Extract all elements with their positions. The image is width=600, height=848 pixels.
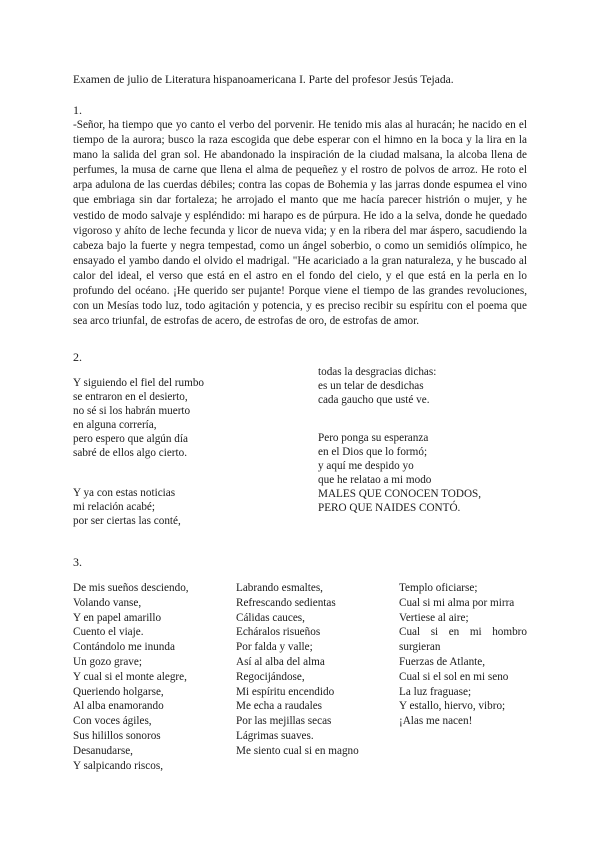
verse-line: Al alba enamorando: [73, 700, 164, 713]
verse-line: no sé si los habrán muerto: [73, 404, 191, 417]
verse-line: Y siguiendo el fiel del rumbo: [73, 377, 205, 389]
verse-line: sabré de ellos algo cierto.: [73, 446, 188, 459]
verse-line: Cual si mi alma por mirra: [399, 596, 515, 609]
exam-title: Examen de julio de Literatura hispanoamericana I. Parte del profesor Jesús Tejada.: [73, 74, 454, 86]
section-2-right-column: [318, 366, 436, 408]
verse-line: Me siento cual si en magno: [236, 744, 359, 757]
verse-line: pero espero que algún día: [73, 432, 188, 445]
section-3-column-1: [73, 581, 223, 773]
verse-line: Cual si el sol en mi seno: [399, 670, 509, 683]
section-3-column-2: [236, 581, 364, 759]
verse-line: Refrescando sedientas: [236, 596, 336, 609]
verse-line: cada gaucho que usté ve.: [318, 393, 430, 406]
verse-line: todas la desgracias dichas:: [318, 366, 437, 378]
section-2-number: 2.: [73, 350, 82, 364]
verse-line: Queriendo holgarse,: [73, 685, 164, 698]
section-1-number: 1.: [73, 103, 82, 117]
verse-line: Así al alba del alma: [236, 655, 325, 668]
verse-line: MALES QUE CONOCEN TODOS,: [318, 487, 482, 500]
verse-line: Mi espíritu encendido: [236, 685, 335, 698]
verse-line: mi relación acabé;: [73, 500, 155, 513]
verse-line: y aquí me despido yo: [318, 459, 414, 472]
verse-line: Cual si en mi hombro surgieran: [399, 626, 527, 654]
verse-line: Vertiese al aire;: [399, 611, 469, 624]
verse-line: Echáralos risueños: [236, 626, 321, 639]
verse-line: Y salpicando riscos,: [73, 759, 163, 772]
verse-line: Labrando esmaltes,: [236, 582, 323, 594]
verse-line: Pero ponga su esperanza: [318, 432, 429, 444]
verse-line: ¡Alas me nacen!: [399, 715, 473, 728]
verse-line: que he relatao a mi modo: [318, 473, 432, 486]
verse-line: Y cual si el monte alegre,: [73, 670, 187, 683]
verse-line: Y estallo, hiervo, vibro;: [399, 700, 506, 713]
verse-line: Lágrimas suaves.: [236, 729, 314, 742]
verse-line: Templo oficiarse;: [399, 582, 478, 594]
section-1-prose: -Señor, ha tiempo que yo canto el verbo del porvenir. He tenido mis alas al huracán; he nacido en el tiempo de la aurora; busco la raza escogida que debe esperar con el himno en la boca y la lira en la mano la salida del gran sol. He abandonado la inspiración de la ciudad malsana, la alcoba llena de perfumes, la musa de carne que llena el alma de pequeñez y el rostro de polvos de arroz. He roto el arpa adulona de las cuerdas débiles; contra las copas de Bohemia y las jarras donde espumea el vino que embriaga sin dar fortaleza; he arrojado el manto que me hacía parecer histrión o mujer, y he vestido de modo salvaje y espléndido: mi harapo es de púrpura. He ido a la selva, donde he quedado vigoroso y ahíto de leche fecunda y licor de nueva vida; y en la ribera del mar áspero, sacudiendo la cabeza bajo la fuerte y negra tempestad, como un ángel soberbio, o como un semidiós olímpico, he ensayado el yambo dando el olvido el madrigal. "He acariciado a la gran naturaleza, y he buscado al calor del ideal, el verso que está en el astro en el fondo del cielo, y el que está en la perla en lo profundo del océano. ¡He querido ser pujante! Porque viene el tiempo de las grandes revoluciones, con un Mesías todo luz, todo agitación y potencia, y es preciso recibir su espíritu con el poema que sea arco triunfal, de estrofas de acero, de estrofas de oro, de estrofas de amor.: [73, 119, 527, 328]
section-3-number: 3.: [73, 555, 82, 569]
verse-line: Cuento el viaje.: [73, 626, 144, 639]
verse-line: Regocijándose,: [236, 670, 305, 683]
section-2-left-column-stanza-2: [73, 487, 181, 529]
verse-line: Un gozo grave;: [73, 655, 142, 668]
verse-line: Y ya con estas noticias: [73, 487, 176, 499]
verse-line: Desanudarse,: [73, 744, 133, 757]
verse-line: Me echa a raudales: [236, 700, 323, 713]
verse-line: Por falda y valle;: [236, 641, 313, 654]
verse-line: Fuerzas de Atlante,: [399, 655, 486, 668]
verse-line: La luz fraguase;: [399, 685, 472, 698]
verse-line: se entraron en el desierto,: [73, 390, 188, 403]
verse-line: Y en papel amarillo: [73, 611, 162, 624]
verse-line: es un telar de desdichas: [318, 379, 424, 392]
section-2-left-column: [73, 377, 204, 460]
verse-line: en alguna correría,: [73, 418, 157, 431]
section-3-column-3: [399, 581, 527, 729]
verse-line: Con voces ágiles,: [73, 715, 152, 728]
verse-line: PERO QUE NAIDES CONTÓ.: [318, 501, 461, 514]
verse-line: Por las mejillas secas: [236, 715, 332, 728]
verse-line: en el Dios que lo formó;: [318, 445, 428, 458]
verse-line: Cálidas cauces,: [236, 611, 305, 624]
verse-line: Volando vanse,: [73, 596, 142, 609]
verse-line: por ser ciertas las conté,: [73, 514, 181, 527]
verse-line: De mis sueños desciendo,: [73, 582, 189, 594]
section-2-right-column-stanza-2: [318, 432, 481, 515]
verse-line: Contándolo me inunda: [73, 641, 175, 654]
verse-line: Sus hilillos sonoros: [73, 729, 161, 742]
